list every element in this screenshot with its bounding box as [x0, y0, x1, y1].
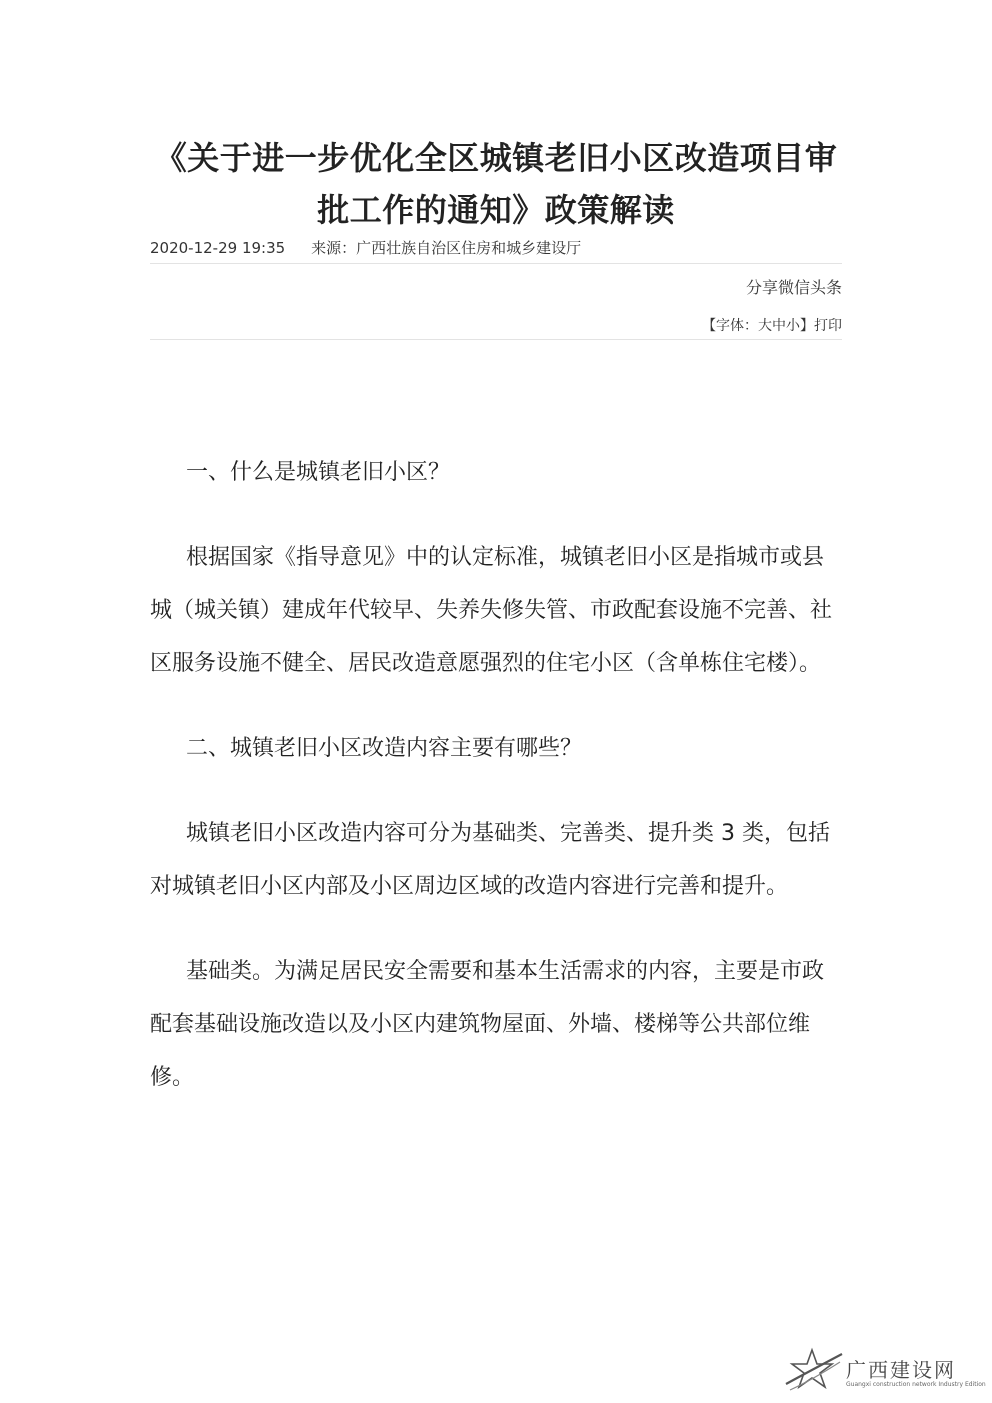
paragraph: 城镇老旧小区改造内容可分为基础类、完善类、提升类 3 类，包括对城镇老旧小区内部及小区周边区域的改造内容进行完善和提升。 — [150, 821, 830, 899]
site-logo — [782, 1346, 986, 1396]
logo-subtitle: Guangxi construction network Industry Edition — [846, 1381, 986, 1388]
divider-bottom — [150, 339, 842, 340]
logo-name: 广西建设网 — [846, 1358, 956, 1382]
section-heading-1: 一、什么是城镇老旧小区？ — [186, 460, 451, 485]
publish-date: 2020-12-29 19:35 — [150, 239, 286, 257]
paragraph: 基础类。为满足居民安全需要和基本生活需求的内容，主要是市政配套基础设施改造以及小区内建筑物屋面、外墙、楼梯等公共部位维修。 — [150, 959, 825, 1090]
article-source: 来源：广西壮族自治区住房和城乡建设厅 — [311, 239, 582, 257]
article-meta — [150, 237, 842, 259]
section-heading-2: 二、城镇老旧小区改造内容主要有哪些？ — [186, 736, 583, 761]
font-size-print-controls[interactable]: 【字体：大中小】打印 — [702, 318, 842, 334]
paragraph: 根据国家《指导意见》中的认定标准，城镇老旧小区是指城市或县城（城关镇）建成年代较早、失养失修失管、市政配套设施不完善、社区服务设施不健全、居民改造意愿强烈的住宅小区（含单栋住宅楼）。 — [150, 545, 833, 676]
divider-top — [150, 263, 842, 264]
share-wechat-link[interactable]: 分享微信头条 — [745, 278, 842, 297]
article-body — [150, 446, 842, 1136]
article-title: 《关于进一步优化全区城镇老旧小区改造项目审批工作的通知》政策解读 — [154, 139, 838, 229]
star-swoosh-icon — [782, 1346, 846, 1396]
